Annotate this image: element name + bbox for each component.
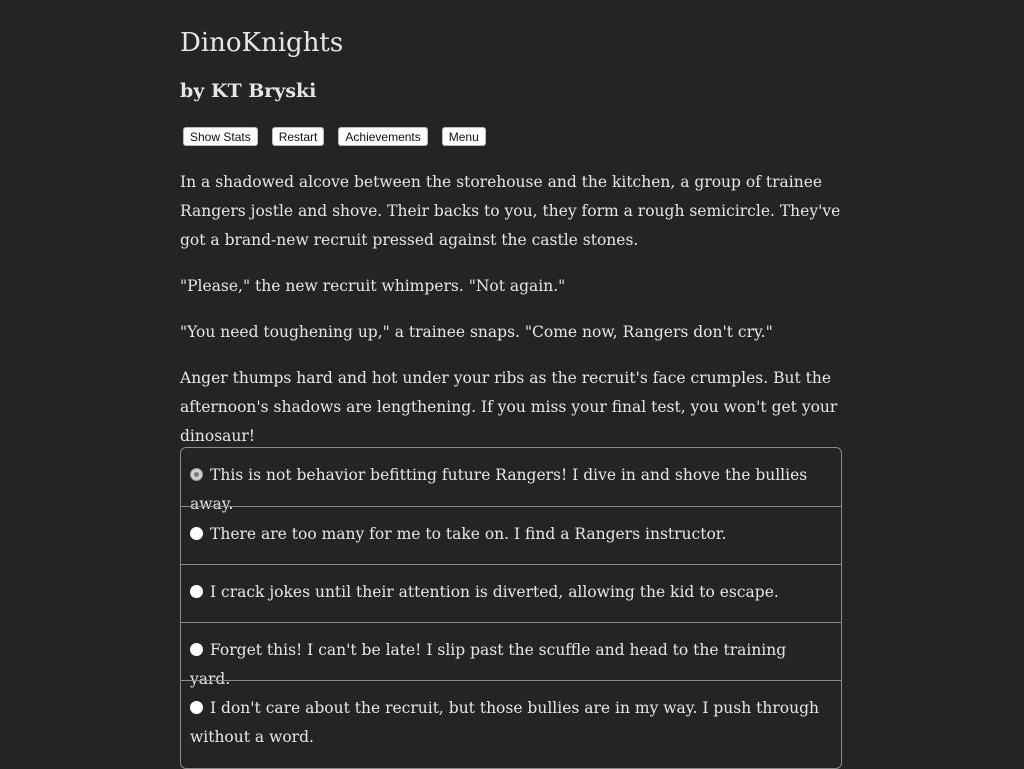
story-paragraph: "You need toughening up," a trainee snaps. "Come now, Rangers don't cry.": [180, 323, 773, 341]
choice-option-3[interactable]: [181, 564, 841, 622]
choice-label: Forget this! I can't be late! I slip past the scuffle and head to the training yard.: [190, 641, 787, 688]
choice-label: This is not behavior befitting future Rangers! I dive in and shove the bullies away.: [190, 466, 808, 513]
game-title: DinoKnights: [180, 28, 344, 58]
menu-button[interactable]: Menu: [442, 127, 486, 146]
story-paragraph: Anger thumps hard and hot under your ribs as the recruit's face crumples. But the afternoon's shadows are lengthening. If you miss your final test, you won't get your dinosaur!: [180, 369, 838, 445]
radio-icon[interactable]: [190, 701, 203, 714]
achievements-button[interactable]: Achievements: [338, 127, 427, 146]
choice-label: I crack jokes until their attention is diverted, allowing the kid to escape.: [210, 583, 779, 601]
choice-label: I don't care about the recruit, but those bullies are in my way. I push through without a word.: [190, 699, 819, 746]
radio-icon[interactable]: [190, 643, 203, 656]
choice-label: There are too many for me to take on. I find a Rangers instructor.: [210, 525, 727, 543]
choice-option-2[interactable]: [181, 506, 841, 564]
show-stats-button[interactable]: Show Stats: [183, 127, 258, 146]
story-text: [180, 168, 844, 468]
story-paragraph: "Please," the new recruit whimpers. "Not again.": [180, 277, 566, 295]
toolbar: [183, 127, 486, 147]
choice-option-5[interactable]: [181, 680, 841, 768]
restart-button[interactable]: Restart: [272, 127, 325, 146]
story-paragraph: In a shadowed alcove between the storehouse and the kitchen, a group of trainee Rangers jostle and shove. Their backs to you, they form a rough semicircle. They've got a brand-new recruit pressed against the castle stones.: [180, 173, 841, 249]
radio-icon[interactable]: [190, 585, 203, 598]
choice-list: [180, 447, 842, 769]
choice-option-1[interactable]: [181, 448, 841, 513]
choice-option-4[interactable]: [181, 622, 841, 688]
radio-selected-icon[interactable]: [190, 468, 203, 481]
radio-icon[interactable]: [190, 527, 203, 540]
game-author: by KT Bryski: [180, 80, 317, 102]
